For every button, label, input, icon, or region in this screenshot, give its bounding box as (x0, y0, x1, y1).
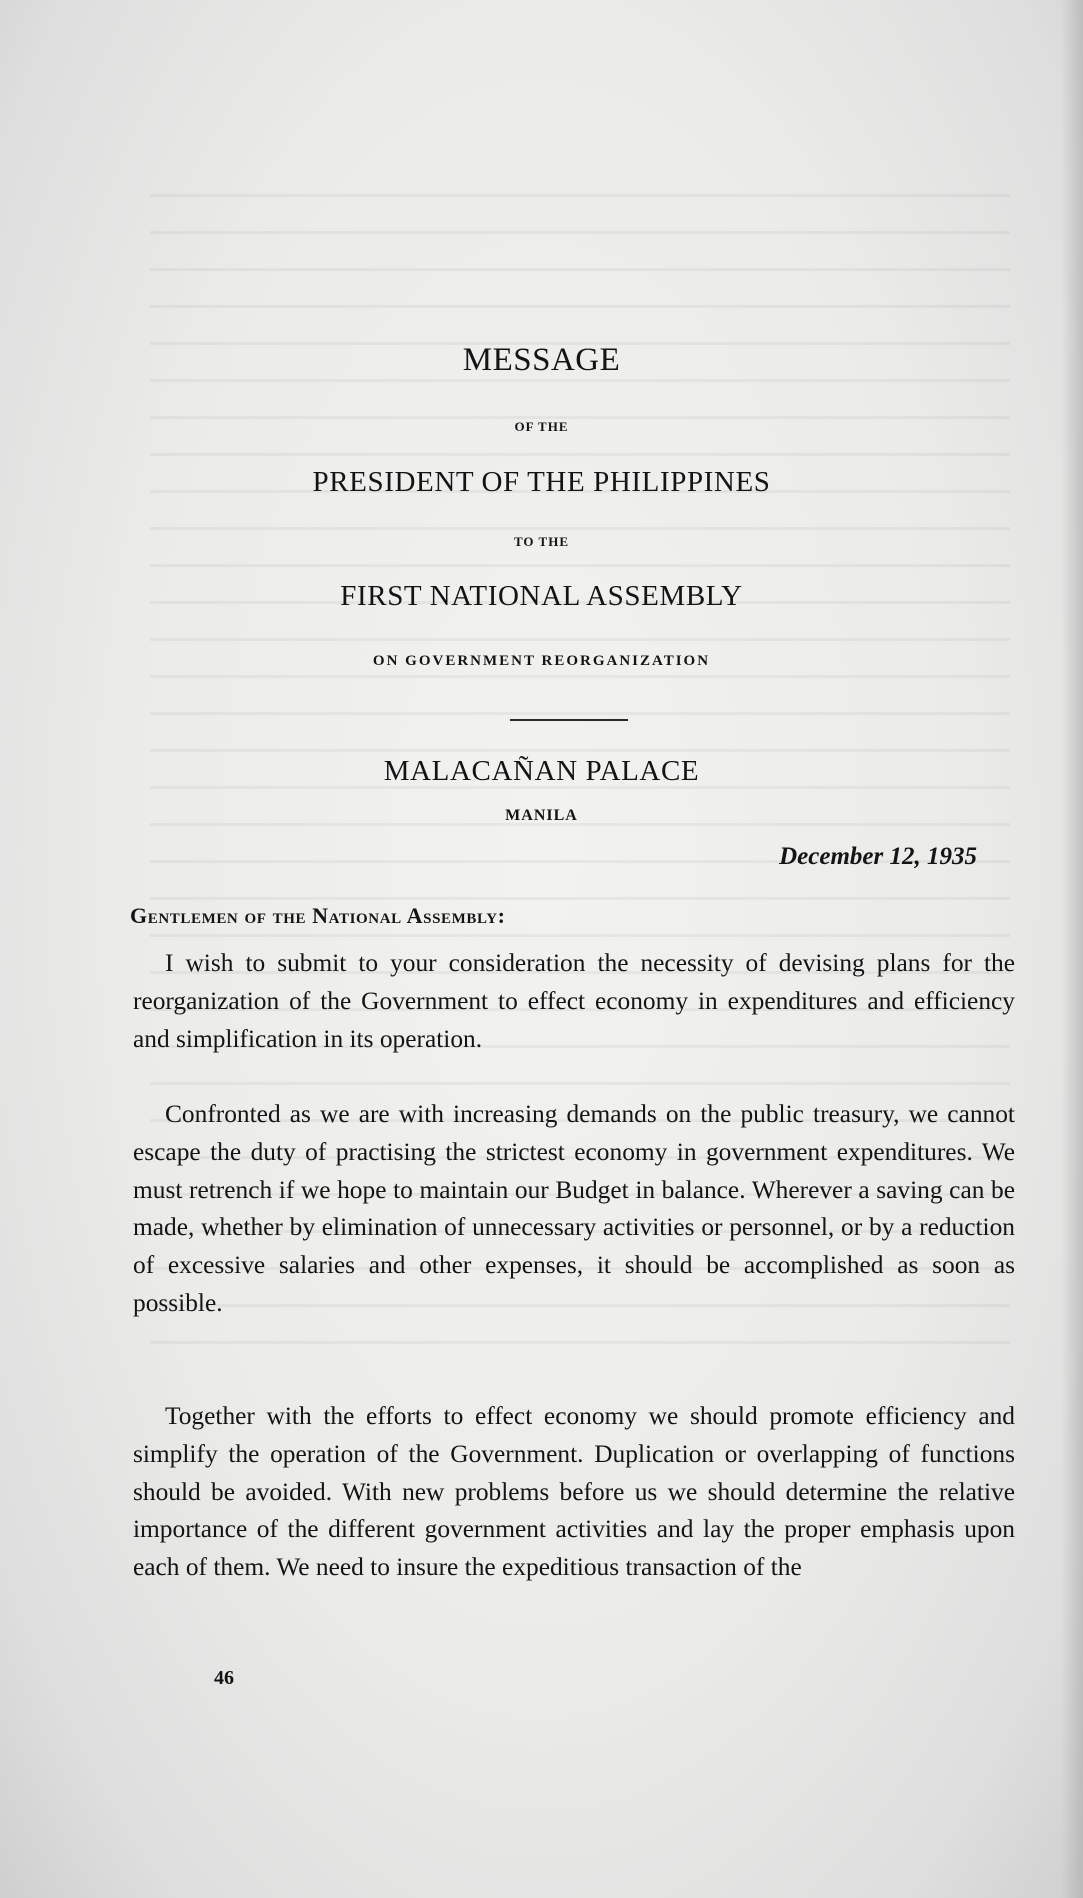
salutation: Gentlemen of the National Assembly: (130, 903, 506, 928)
body-paragraph: I wish to submit to your consideration the necessity of devising plans for the reorganization of the Government to effect economy in expenditures and efficiency and simplification in its operation. (133, 949, 1015, 1053)
subject-heading: ON GOVERNMENT REORGANIZATION (372, 653, 711, 669)
heading-divider (510, 719, 628, 721)
letter-date: December 12, 1935 (779, 843, 977, 870)
city-label: MANILA (505, 807, 578, 824)
president-heading: PRESIDENT OF THE PHILIPPINES (312, 466, 771, 498)
assembly-heading: FIRST NATIONAL ASSEMBLY (340, 580, 743, 612)
of-the-label: OF THE (514, 419, 569, 434)
page-edge-shadow (1061, 0, 1083, 1898)
palace-heading: MALACAÑAN PALACE (383, 755, 700, 787)
body-paragraph: Together with the efforts to effect economy we should promote efficiency and simplify the operation of the Government. Duplication or overlapping of functions should be avoided. With new problems before us we should determine the relative importance of the different government activities and lay the proper emphasis upon each of them. We need to insure the expeditious transaction of the (133, 1402, 1015, 1582)
to-the-label: TO THE (513, 534, 570, 549)
message-title: MESSAGE (462, 342, 621, 378)
page-number: 46 (214, 1667, 234, 1689)
body-paragraph: Confronted as we are with increasing demands on the public treasury, we cannot escape the duty of practising the strictest economy in government expenditures. We must retrench if we hope to maintain our Budget in balance. Wherever a saving can be made, whether by elimination of unnecessary activities or personnel, or by a reduction of excessive salaries and other expenses, it should be accomplished as soon as possible. (133, 1100, 1015, 1317)
